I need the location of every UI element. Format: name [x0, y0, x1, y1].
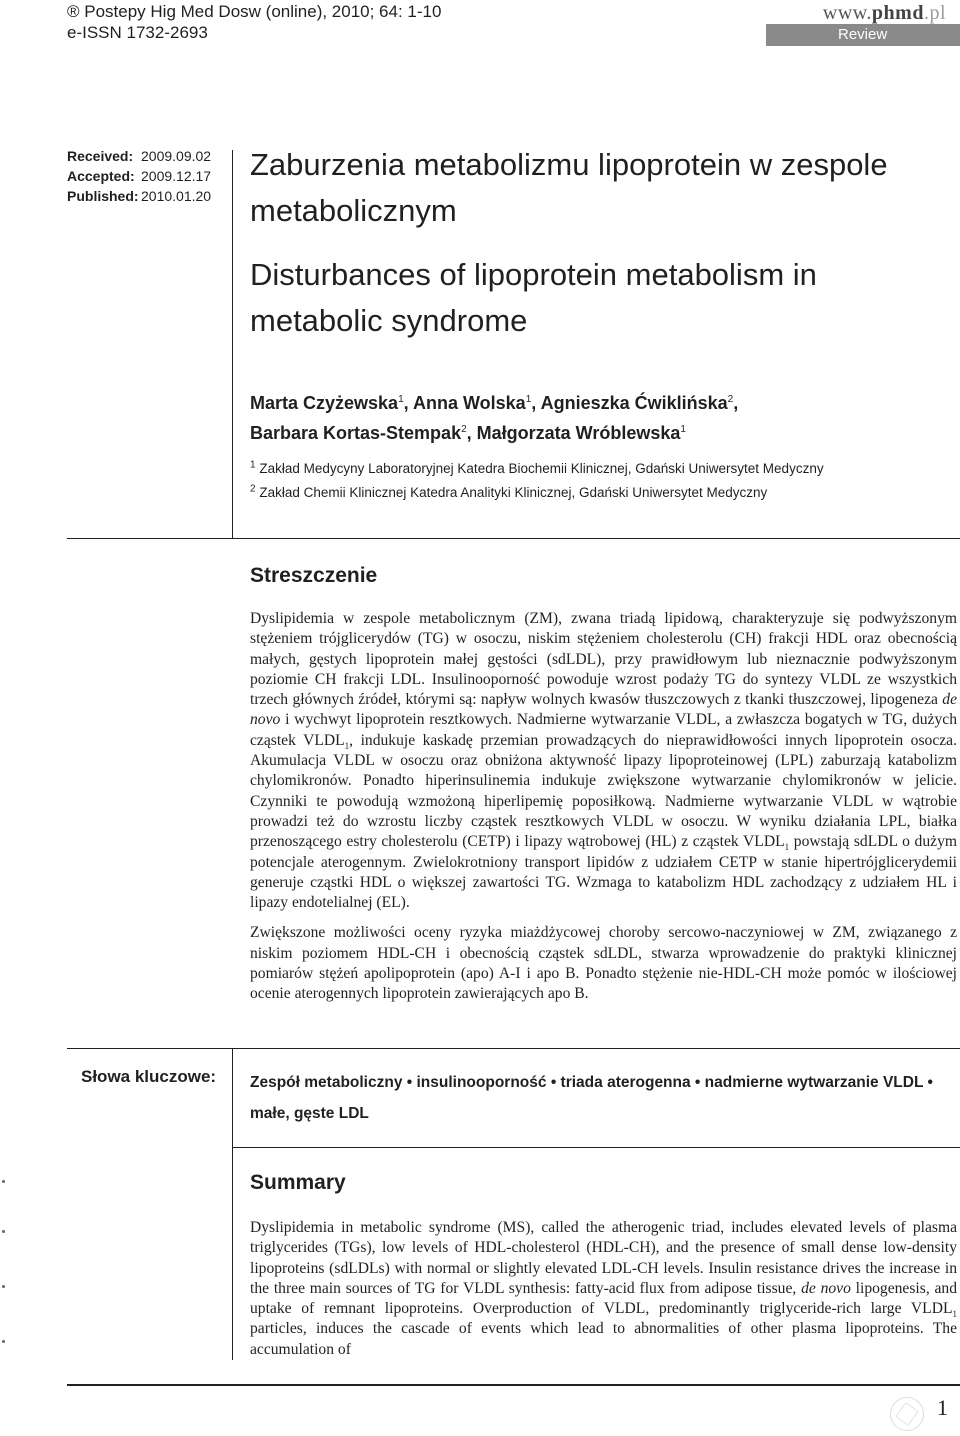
scan-mark	[2, 1230, 5, 1233]
scan-mark	[2, 1180, 5, 1183]
section-divider	[67, 538, 960, 539]
issn: e-ISSN 1732-2693	[67, 23, 208, 42]
site-suffix: .pl	[923, 2, 946, 24]
abstract-heading-en: Summary	[250, 1171, 346, 1194]
page-number: 1	[937, 1395, 948, 1420]
abstract-pl	[250, 609, 957, 1005]
keywords-list: Zespół metaboliczny • insulinooporność • triada aterogenna • nadmierne wytwarzanie VLDL • małe, gęste LDL	[250, 1074, 933, 1122]
affiliation: $^2$ Zakład Chemii Klinicznej Katedra Analityki Klinicznej, Gdański Uniwersytet Medyczny	[250, 483, 768, 500]
scan-mark	[2, 1285, 5, 1288]
journal-website[interactable]	[823, 2, 946, 25]
abstract-en-paragraph-1: Dyslipidemia in metabolic syndrome (MS), called the atherogenic triad, includes elevated levels of plasma triglycerides (TGs), low levels of HDL-cholesterol (HDL-CH), and the presence of small dense low-density lipoproteins (sdLDLs) with normal or slightly elevated LDL-CH levels. Insulin resistance drives the increase in the three main sources of TG for VLDL synthesis: fatty-acid flux from adipose tissue, de novo lipogenesis, and uptake of remnant lipoproteins. Overproduction of VLDL, predominantly triglyceride-rich large $VLDL_1$ particles, induces the cascade of events which lead to abnormalities of other plasma lipoproteins. The accumulation of	[250, 1219, 958, 1358]
abstract-heading-pl: Streszczenie	[250, 564, 378, 587]
date-received: Received: 2009.09.02	[67, 148, 212, 164]
journal-logo-watermark	[890, 1397, 924, 1431]
author: Agnieszka Ćwiklińska	[540, 393, 728, 413]
publication-dates	[67, 146, 211, 206]
author: Barbara Kortas-Stempak	[250, 423, 462, 443]
scan-mark	[2, 1340, 5, 1343]
author: Anna Wolska	[412, 393, 526, 413]
summary-divider	[232, 1147, 960, 1148]
affiliations	[250, 457, 950, 505]
footer-rule	[67, 1384, 960, 1386]
article-type-bar	[766, 24, 960, 46]
keywords-divider	[67, 1048, 960, 1049]
margin-rule-bottom	[232, 1048, 233, 1360]
site-name: phmd	[871, 2, 924, 24]
site-prefix: www.	[822, 2, 872, 24]
date-accepted: Accepted: 2009.12.17	[67, 168, 212, 184]
date-published: Published: 2010.01.20	[67, 188, 212, 204]
abstract-pl-paragraph-2: Zwiększone możliwości oceny ryzyka miażdżycowej choroby sercowo-naczyniowej w ZM, związanego z niskim poziomem HDL-CH i obecnością cząstek sdLDL, stwarza wprowadzenie do praktyki klinicznej pomiarów stężeń apolipoprotein (apo) A-I i apo B. Ponadto stężenie nie-HDL-CH może pomóc w ilościowej ocenie aterogennych lipoprotein zawierających apo B.	[250, 924, 957, 1003]
journal-citation: ® Postepy Hig Med Dosw (online), 2010; 64: 1-10	[67, 2, 442, 21]
author: Małgorzata Wróblewska	[476, 423, 681, 443]
author-list: Marta Czyżewska$^1$, Anna Wolska$^1$, Agnieszka Ćwiklińska$^2$, Barbara Kortas-Stempak$^2$, Małgorzata Wróblewska$^1$	[250, 393, 739, 443]
affiliation: $^1$ Zakład Medycyny Laboratoryjnej Katedra Biochemii Klinicznej, Gdański Uniwersytet Medyczny	[250, 459, 824, 476]
title-english: Disturbances of lipoprotein metabolism in metabolic syndrome	[250, 257, 817, 338]
title-polish: Zaburzenia metabolizmu lipoprotein w zespole metabolicznym	[250, 147, 888, 228]
abstract-pl-paragraph-1: Dyslipidemia w zespole metabolicznym (ZM), zwana triadą lipidową, charakteryzuje się podwyższonym stężeniem trójglicerydów (TG) w osoczu, niskim stężeniem cholesterolu (CH) frakcji HDL oraz obecnością małych, gęstych lipoprotein małej gęstości (sdLDL), przy prawidłowym lub nieznacznie podwyższonym poziomie CH frakcji LDL. Insulinooporność powoduje wzrost podaży TG do syntezy VLDL ze wszystkich trzech głównych źródeł, którymi są: napływ wolnych kwasów tłuszczowych z tkanki tłuszczowej, lipogeneza de novo i wychwyt lipoprotein resztkowych. Nadmierne wytwarzanie VLDL, a zwłaszcza bogatych w TG, dużych cząstek $VLDL_1$, indukuje kaskadę przemian prowadzących do nieprawidłowości innych lipoprotein osocza. Akumulacja VLDL w osoczu oraz obniżona aktywność lipazy lipoproteinowej (LPL) zaburzają katabolizm chylomikronów. Ponadto hiperinsulinemia indukuje zwiększone wytwarzanie chylomikronów w jelicie. Czynniki te powodują wzmożoną hiperlipemię poposiłkową. Nadmierne wytwarzanie VLDL w wątrobie prowadzi też do wzrostu liczby cząstek resztkowych VLDL w osoczu. W wyniku działania LPL, białka przenoszącego estry cholesterolu (CETP) i lipazy wątrobowej (HL) z cząstek $VLDL_1$ powstają sdLDL o dużym potencjale aterogennym. Zwielokrotniony transport lipidów z udziałem CETP w stanie hipertrójglicerydemii generuje cząstki HDL o większej zawartości TG. Wzmaga to katabolizm HDL zachodzący z udziałem HL i lipazy endotelialnej (EL).	[250, 610, 957, 912]
article-type: Review	[838, 26, 888, 43]
abstract-en	[250, 1218, 957, 1360]
margin-rule-top	[232, 150, 233, 538]
author: Marta Czyżewska	[250, 393, 399, 413]
keywords-label: Słowa kluczowe:	[81, 1067, 217, 1086]
